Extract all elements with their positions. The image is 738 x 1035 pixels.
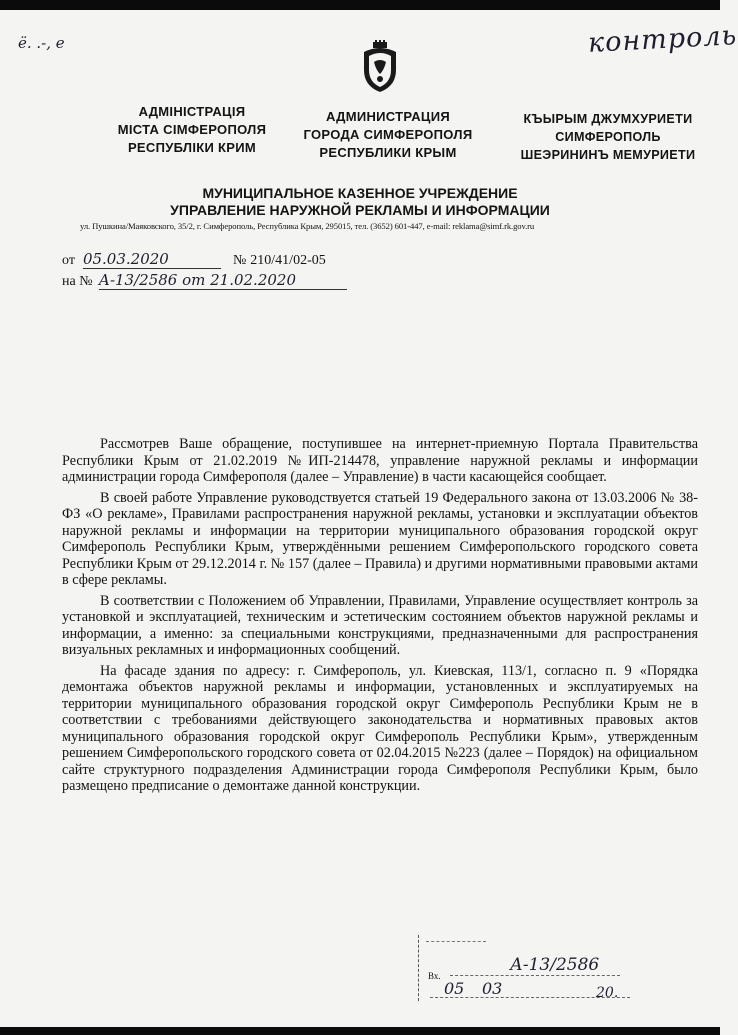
institution-address: ул. Пушкина/Маяковского, 35/2, г. Симферополь, Республика Крым, 295015, тел. (3652) 601-447, e-mail: reklama@simf.rk.gov.ru bbox=[80, 221, 535, 231]
stamp-prefix: Вх. bbox=[428, 971, 441, 981]
stamp-reg-number: А-13/2586 bbox=[510, 955, 600, 975]
letter-body bbox=[62, 436, 698, 795]
paragraph: На фасаде здания по адресу: г. Симферополь, ул. Киевская, 113/1, согласно п. 9 «Порядка демонтажа объектов наружной рекламы и информации, установленных и эксплуатируемых на территории муниципального образования городской округ Симферополь Республики Крым не в соответствии с требованиями действующего законодательства и нормативных правовых актов муниципального образования городской округ Симферополь Республики Крым», утвержденным решением Симферопольского городского совета от 02.04.2015 №223 (далее – Порядок) на официальном сайте структурного подразделения Администрации города Симферополя Республики Крым, было размещено предписание о демонтаже данной конструкции. bbox=[62, 662, 698, 794]
outgoing-number: 210/41/02-05 bbox=[250, 253, 326, 268]
stamp-month: 03 bbox=[482, 979, 503, 998]
scan-top-edge bbox=[0, 0, 720, 10]
handwritten-control-note: контроль bbox=[587, 20, 738, 59]
header-crimean-tatar: КЪЫРЫМ ДЖУМХУРИЕТИ СИМФЕРОПОЛЬ ШЕЭРИНИНЪ МЕМУРИЕТИ bbox=[520, 112, 696, 162]
outgoing-reference bbox=[62, 250, 382, 270]
header-ukrainian: АДМІНІСТРАЦІЯ МІСТА СІМФЕРОПОЛЯ РЕСПУБЛІКИ КРИМ bbox=[117, 104, 267, 155]
stamp-reg-line bbox=[450, 975, 620, 977]
paragraph: В своей работе Управление руководствуется статьей 19 Федерального закона от 13.03.2006 № 38-ФЗ «О рекламе», Правилами распространения наружной рекламы, установки и эксплуатации объектов наружной рекламы и информации на территории муниципального образования городской округ Симферополь Республики Крым, утверждёнными решением Симферопольского городского совета Республики Крым от 29.12.2014 г. № 157 (далее – Правила) и другими нормативными правовыми актами в сфере рекламы. bbox=[62, 489, 698, 588]
registration-stamp bbox=[410, 935, 650, 1005]
from-date: 05.03.2020 bbox=[83, 250, 221, 269]
institution-name: МУНИЦИПАЛЬНОЕ КАЗЕННОЕ УЧРЕЖДЕНИЕ УПРАВЛЕНИЕ НАРУЖНОЙ РЕКЛАМЫ И ИНФОРМАЦИИ bbox=[170, 185, 550, 218]
paragraph: Рассмотрев Ваше обращение, поступившее на интернет-приемную Портала Правительства Республики Крым от 21.02.2019 №ИП-214478, управление наружной рекламы и информации администрации города Симферополя (далее – Управление) в части касающейся сообщает. bbox=[62, 436, 698, 485]
incoming-reference bbox=[62, 271, 362, 291]
from-label: от bbox=[62, 253, 75, 268]
paragraph: В соответствии с Положением об Управлении, Правилами, Управление осуществляет контроль за установкой и эксплуатацией, техническим и эстетическим состоянием объектов наружной рекламы и информации, а именно: за специальными конструкциями, предназначенными для распространения визуальных рекламных и информационных сообщений. bbox=[62, 592, 698, 658]
number-label: № bbox=[232, 253, 247, 268]
header-russian: АДМИНИСТРАЦИЯ ГОРОДА СИМФЕРОПОЛЯ РЕСПУБЛИКИ КРЫМ bbox=[303, 109, 473, 160]
stamp-year: 20. bbox=[596, 985, 619, 1001]
stamp-top-line bbox=[426, 941, 486, 943]
to-reference: А-13/2586 от 21.02.2020 bbox=[99, 271, 347, 290]
to-label: на № bbox=[62, 274, 93, 289]
stamp-day: 05 bbox=[444, 979, 465, 998]
handwritten-corner-note: ё. .-, е bbox=[18, 34, 65, 52]
coat-of-arms-icon bbox=[358, 40, 402, 94]
scan-bottom-edge bbox=[0, 1027, 720, 1035]
stamp-border bbox=[418, 935, 420, 1001]
